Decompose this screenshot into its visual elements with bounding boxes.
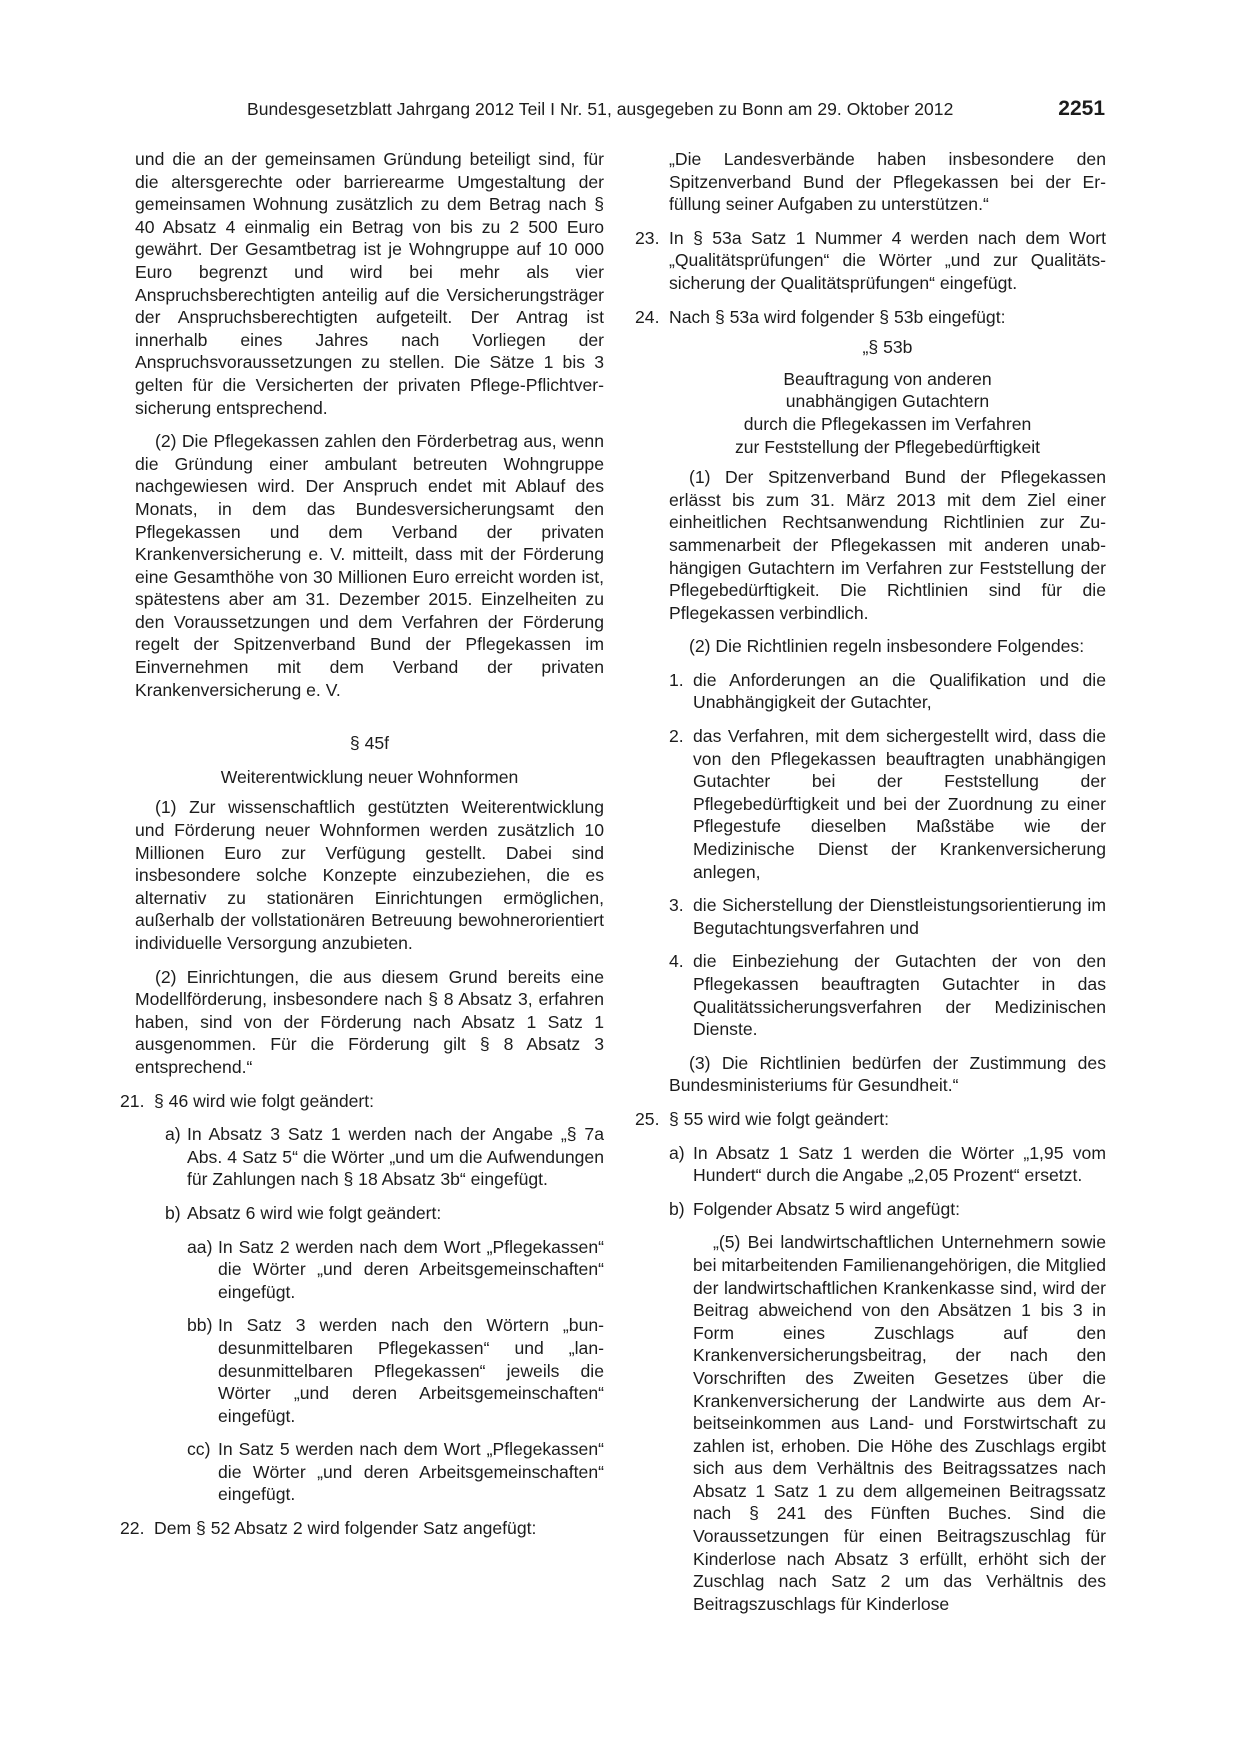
section-number: „§ 53b <box>862 337 913 358</box>
item-number: 2. <box>669 726 684 747</box>
item-text: In Absatz 1 Satz 1 werden die Wörter „1,95 vom Hundert“ durch die Angabe „2,05 Prozent“ ersetzt. <box>693 1142 1106 1186</box>
item-number: 4. <box>669 951 684 972</box>
paragraph: (2) Die Pflegekassen zahlen den Förderbetrag aus, wenn die Gründung einer ambulant betreuten Wohngruppe nachgewiesen wird. Der Anspruch endet mit Ablauf des Monats, in dem das Bundesversicherungsamt den Pflegekassen und dem Verband der privaten Krankenversicherung e. V. mitteilt, dass mit der Förderung eine Gesamthöhe von 30 Millionen Euro erreicht worden ist, spätestens aber am 31. Dezember 2015. Einzelheiten zu den Voraussetzungen und dem Verfahren der Förderung regelt der Spitzenverband Bund der Pflegekassen im Einvernehmen mit dem Verband der privaten Krankenversicherung e. V. <box>135 431 604 700</box>
paragraph: (2) Einrichtungen, die aus diesem Grund bereits eine Modellförderung, insbesondere nach § 8 Absatz 3, erfahren haben, sind von der Förderung nach Absatz 1 Satz 1 ausgenommen. Für die Förderung gilt § 8 Absatz 3 entsprechend.“ <box>135 966 604 1077</box>
section-title-line: Beauftragung von anderen <box>783 368 992 389</box>
item-text: In § 53a Satz 1 Nummer 4 werden nach dem Wort „Qualitätsprüfungen“ die Wörter „und zur Qualitätssicherung der Qualitätsprüfungen“ eingefügt. <box>669 227 1106 293</box>
list-item <box>635 227 1106 295</box>
paragraph: „(5) Bei landwirtschaftlichen Unternehmern sowie bei mitarbeitenden Familienangehörigen, die Mitglied der landwirtschaftlichen Krankenkasse sind, wird der Beitrag abweichend von den Absätzen 1 bis 3 in Form eines Zuschlags auf den Krankenversicherungsbeitrag, der nach den Vorschriften des Zweiten Gesetzes über die Krankenversicherung der Landwirte aus dem Arbeitseinkommen aus Land- und Forstwirtschaft zu zahlen ist, erhoben. Die Höhe des Zuschlags ergibt sich aus dem Verhältnis des Beitragssatzes nach Absatz 1 Satz 1 zu dem allgemeinen Beitragssatz nach § 241 des Fünften Buches. Sind die Voraussetzungen für einen Beitragszuschlag für Kinderlose nach Absatz 3 erfüllt, erhöht sich der Zuschlag nach Satz 2 um das Verhältnis des Beitragszuschlags für Kinderlose <box>693 1232 1106 1614</box>
list-item <box>669 669 1106 714</box>
quote-paragraph: „Die Landesverbände haben insbesondere den Spitzenverband Bund der Pflegekassen bei der Erfüllung seiner Aufgaben zu unterstützen.“ <box>669 149 1106 215</box>
paragraph: (2) Die Richtlinien regeln insbesondere Folgendes: <box>689 636 1085 657</box>
list-item <box>165 1123 604 1191</box>
item-letter: b) <box>669 1198 685 1219</box>
list-item <box>187 1236 604 1304</box>
list-item <box>669 950 1106 1040</box>
item-text: die Anforderungen an die Qualifikation und die Unabhängigkeit der Gutachter, <box>693 669 1106 713</box>
list-item <box>669 894 1106 939</box>
section-title: Weiterentwicklung neuer Wohnformen <box>220 766 519 787</box>
list-item <box>669 1198 1106 1221</box>
page-number: 2251 <box>1058 97 1105 120</box>
item-number: 21. <box>120 1090 145 1111</box>
item-letter: bb) <box>187 1315 213 1336</box>
item-number: 23. <box>635 227 660 248</box>
list-item <box>635 306 1106 329</box>
paragraph: (1) Der Spitzenverband Bund der Pflegekassen erlässt bis zum 31. März 2013 mit dem Ziel einer einheitlichen Rechtsanwendung Richtlinien zur Zusammenarbeit der Pflegekassen mit anderen unabhängigen Gutachtern im Verfahren zur Feststellung der Pflegebedürftigkeit. Die Richtlinien sind für die Pflegekassen verbindlich. <box>669 467 1106 623</box>
item-text: Nach § 53a wird folgender § 53b eingefügt: <box>669 306 1006 327</box>
paragraph: und die an der gemeinsamen Gründung beteiligt sind, für die altersgerechte oder barrierearme Umgestaltung der gemeinsamen Wohnung zusätzlich zu dem Betrag nach § 40 Absatz 4 einmalig ein Betrag von bis zu 2 500 Euro gewährt. Der Gesamtbetrag ist je Wohngruppe auf 10 000 Euro begrenzt und wird bei mehr als vier Anspruchsberechtigten anteilig auf die Versicherungsträger der Anspruchsberechtigten aufgeteilt. Der Antrag ist innerhalb eines Jahres nach Vorliegen der Anspruchsvoraussetzungen zu stellen. Die Sätze 1 bis 3 gelten für die Versicherten der privaten Pflege-Pflichtversicherung entsprechend. <box>135 149 604 418</box>
item-letter: a) <box>165 1124 181 1145</box>
running-header: Bundesgesetzblatt Jahrgang 2012 Teil I Nr. 51, ausgegeben zu Bonn am 29. Oktober 2012 <box>247 99 954 119</box>
item-text: § 55 wird wie folgt geändert: <box>669 1108 890 1129</box>
list-item <box>669 725 1106 883</box>
item-text: Absatz 6 wird wie folgt geändert: <box>187 1202 442 1223</box>
item-text: das Verfahren, mit dem sichergestellt wird, dass die von den Pflegekassen beauftragten unabhängigen Gutachter bei der Feststellung der Pflegebedürftigkeit und bei der Zuordnung zu einer Pflegestufe dieselben Maßstäbe wie der Medizinische Dienst der Krankenversicherung anlegen, <box>693 726 1106 882</box>
paragraph: (3) Die Richtlinien bedürfen der Zustimmung des Bundesministeriums für Gesundheit.“ <box>669 1052 1106 1096</box>
item-number: 3. <box>669 895 684 916</box>
section-number: § 45f <box>349 733 390 754</box>
section-title-line: zur Feststellung der Pflegebedürftigkeit <box>734 436 1041 457</box>
right-column <box>635 148 1106 1615</box>
item-number: 22. <box>120 1518 145 1539</box>
item-number: 25. <box>635 1108 660 1129</box>
list-item <box>187 1438 604 1506</box>
section-title-line: durch die Pflegekassen im Verfahren <box>743 413 1032 434</box>
paragraph: (1) Zur wissenschaftlich gestützten Weiterentwicklung und Förderung neuer Wohnformen werden zusätzlich 10 Millionen Euro zur Verfügung gestellt. Dabei sind insbesondere solche Konzepte einzubeziehen, die es alternativ zu stationären Einrichtungen ermöglichen, außerhalb der vollstationären Betreuung bewohnerorientiert individuelle Versorgung anzubieten. <box>135 797 604 953</box>
list-item <box>120 1517 604 1540</box>
list-item <box>635 1108 1106 1131</box>
item-text: § 46 wird wie folgt geändert: <box>154 1090 375 1111</box>
item-text: die Sicherstellung der Dienstleistungsorientierung im Begutachtungsverfahren und <box>693 895 1106 938</box>
list-item <box>120 1090 604 1113</box>
item-text: Folgender Absatz 5 wird angefügt: <box>693 1198 961 1219</box>
list-item <box>165 1202 604 1225</box>
item-letter: cc) <box>187 1439 211 1460</box>
item-text: die Einbeziehung der Gutachten der von den Pflegekassen beauftragten Gutachter in das Qualitätssicherungsverfahren der Medizinischen Dienste. <box>693 951 1106 1040</box>
item-text: In Satz 3 werden nach den Wörtern „bundesunmittelbaren Pflegekassen“ und „landesunmittelbaren Pflegekassen“ jeweils die Wörter „und deren Arbeitsgemeinschaften“ eingefügt. <box>218 1315 604 1426</box>
item-text: Dem § 52 Absatz 2 wird folgender Satz angefügt: <box>154 1518 537 1539</box>
list-item <box>669 1142 1106 1187</box>
inserted-section <box>669 336 1106 1097</box>
item-letter: aa) <box>187 1236 213 1257</box>
left-column <box>120 148 604 1540</box>
item-letter: b) <box>165 1202 181 1223</box>
item-number: 24. <box>635 306 660 327</box>
item-letter: a) <box>669 1142 685 1163</box>
list-item <box>187 1314 604 1427</box>
item-text: In Satz 5 werden nach dem Wort „Pflegekassen“ die Wörter „und deren Arbeitsgemeinschaften“ eingefügt. <box>218 1439 604 1505</box>
section-title-line: unabhängigen Gutachtern <box>785 391 990 412</box>
item-number: 1. <box>669 669 684 690</box>
item-text: In Absatz 3 Satz 1 werden nach der Angabe „§ 7a Abs. 4 Satz 5“ die Wörter „und um die Aufwendungen für Zahlungen nach § 18 Absatz 3b“ eingefügt. <box>187 1124 604 1190</box>
item-text: In Satz 2 werden nach dem Wort „Pflegekassen“ die Wörter „und deren Arbeitsgemeinschaften“ eingefügt. <box>218 1236 604 1302</box>
